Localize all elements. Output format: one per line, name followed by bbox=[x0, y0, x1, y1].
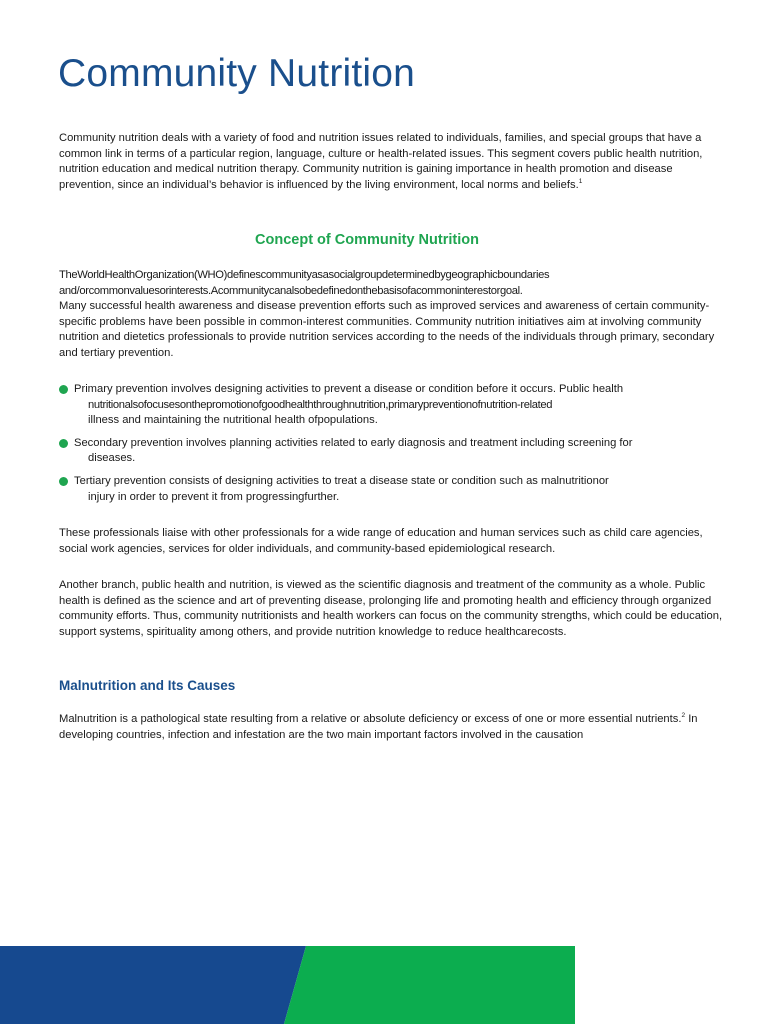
list-item-text: nutritionalsofocusesonthepromotionofgoodhealththroughnutrition,primarypreventionofnutrition-related bbox=[88, 398, 553, 411]
intro-text: Community nutrition deals with a variety of food and nutrition issues related to individuals, families, and special groups that have a common link in terms of a particular region, language, culture or health-related issues. This segment covers public health nutrition, nutrition education and medical nutrition therapy. Community nutrition is gaining importance in health promotion and disease prevention, since an individual’s behavior is influenced by the living environment, local norms and beliefs. bbox=[59, 132, 703, 191]
bullet-dot-icon bbox=[59, 385, 68, 394]
page-title: Community Nutrition bbox=[58, 52, 416, 95]
footnote-ref: 2 bbox=[681, 712, 686, 719]
who-definition-line: and/orcommonvaluesorinterests.Acommunitycanalsobedefinedonthebasisofacommoninterestorgoal. bbox=[59, 284, 523, 297]
concept-paragraph: Many successful health awareness and disease prevention efforts such as improved services and awareness of certain community-specific problems have been possible in common-interest communities. Community nutrition initiatives aim at involving community nutrition and dietetics professionals to provide nutrition services according to the needs of the individuals through primary, secondary and tertiary prevention. bbox=[59, 300, 715, 359]
footer-green-shape bbox=[284, 946, 575, 1024]
intro-paragraph bbox=[59, 131, 727, 193]
public-health-paragraph: Another branch, public health and nutrition, is viewed as the scientific diagnosis and treatment of the community as a whole. Public health is defined as the science and art of preventing disease, prolonging life and promoting health and efficiency through organized community efforts. Thus, community nutritionists and health workers can focus on the community strengths, which could be education, support systems, spirituality among others, and provide nutrition knowledge to reduce healthcarecosts. bbox=[59, 579, 723, 638]
prevention-list bbox=[59, 382, 719, 512]
list-item-text: illness and maintaining the nutritional health ofpopulations. bbox=[88, 414, 378, 427]
list-item-secondary-prevention bbox=[59, 436, 719, 467]
concept-section bbox=[59, 268, 727, 362]
who-definition-line: TheWorldHealthOrganization(WHO)definescommunityasasocialgroupdeterminedbygeographicboundaries bbox=[59, 269, 550, 281]
footer-band bbox=[0, 946, 768, 1024]
professionals-paragraph: These professionals liaise with other professionals for a wide range of education and human services such as child care agencies, social work agencies, services for older individuals, and community-based epidemiological research. bbox=[59, 527, 703, 555]
footer-blue-shape bbox=[0, 946, 306, 1024]
malnutrition-text: In developing countries, infection and infestation are the two main important factors involved in the causation bbox=[59, 713, 698, 741]
list-item-text: injury in order to prevent it from progressingfurther. bbox=[88, 490, 340, 503]
section-heading-concept: Concept of Community Nutrition bbox=[255, 232, 479, 248]
list-item-text: Tertiary prevention consists of designing activities to treat a disease state or condition such as malnutritionor bbox=[74, 474, 609, 487]
malnutrition-paragraph bbox=[59, 712, 731, 743]
bullet-dot-icon bbox=[59, 439, 68, 448]
section-heading-malnutrition: Malnutrition and Its Causes bbox=[59, 678, 236, 693]
list-item-text: Secondary prevention involves planning activities related to early diagnosis and treatment including screening for bbox=[74, 436, 633, 449]
footnote-ref: 1 bbox=[578, 177, 583, 185]
bullet-dot-icon bbox=[59, 477, 68, 486]
list-item-text: Primary prevention involves designing activities to prevent a disease or condition before it occurs. Public health bbox=[74, 383, 624, 395]
list-item-primary-prevention bbox=[59, 382, 719, 429]
list-item-text: diseases. bbox=[88, 452, 136, 465]
malnutrition-text: Malnutrition is a pathological state resulting from a relative or absolute deficiency or excess of one or more essential nutrients. bbox=[59, 713, 682, 725]
list-item-tertiary-prevention bbox=[59, 474, 719, 505]
